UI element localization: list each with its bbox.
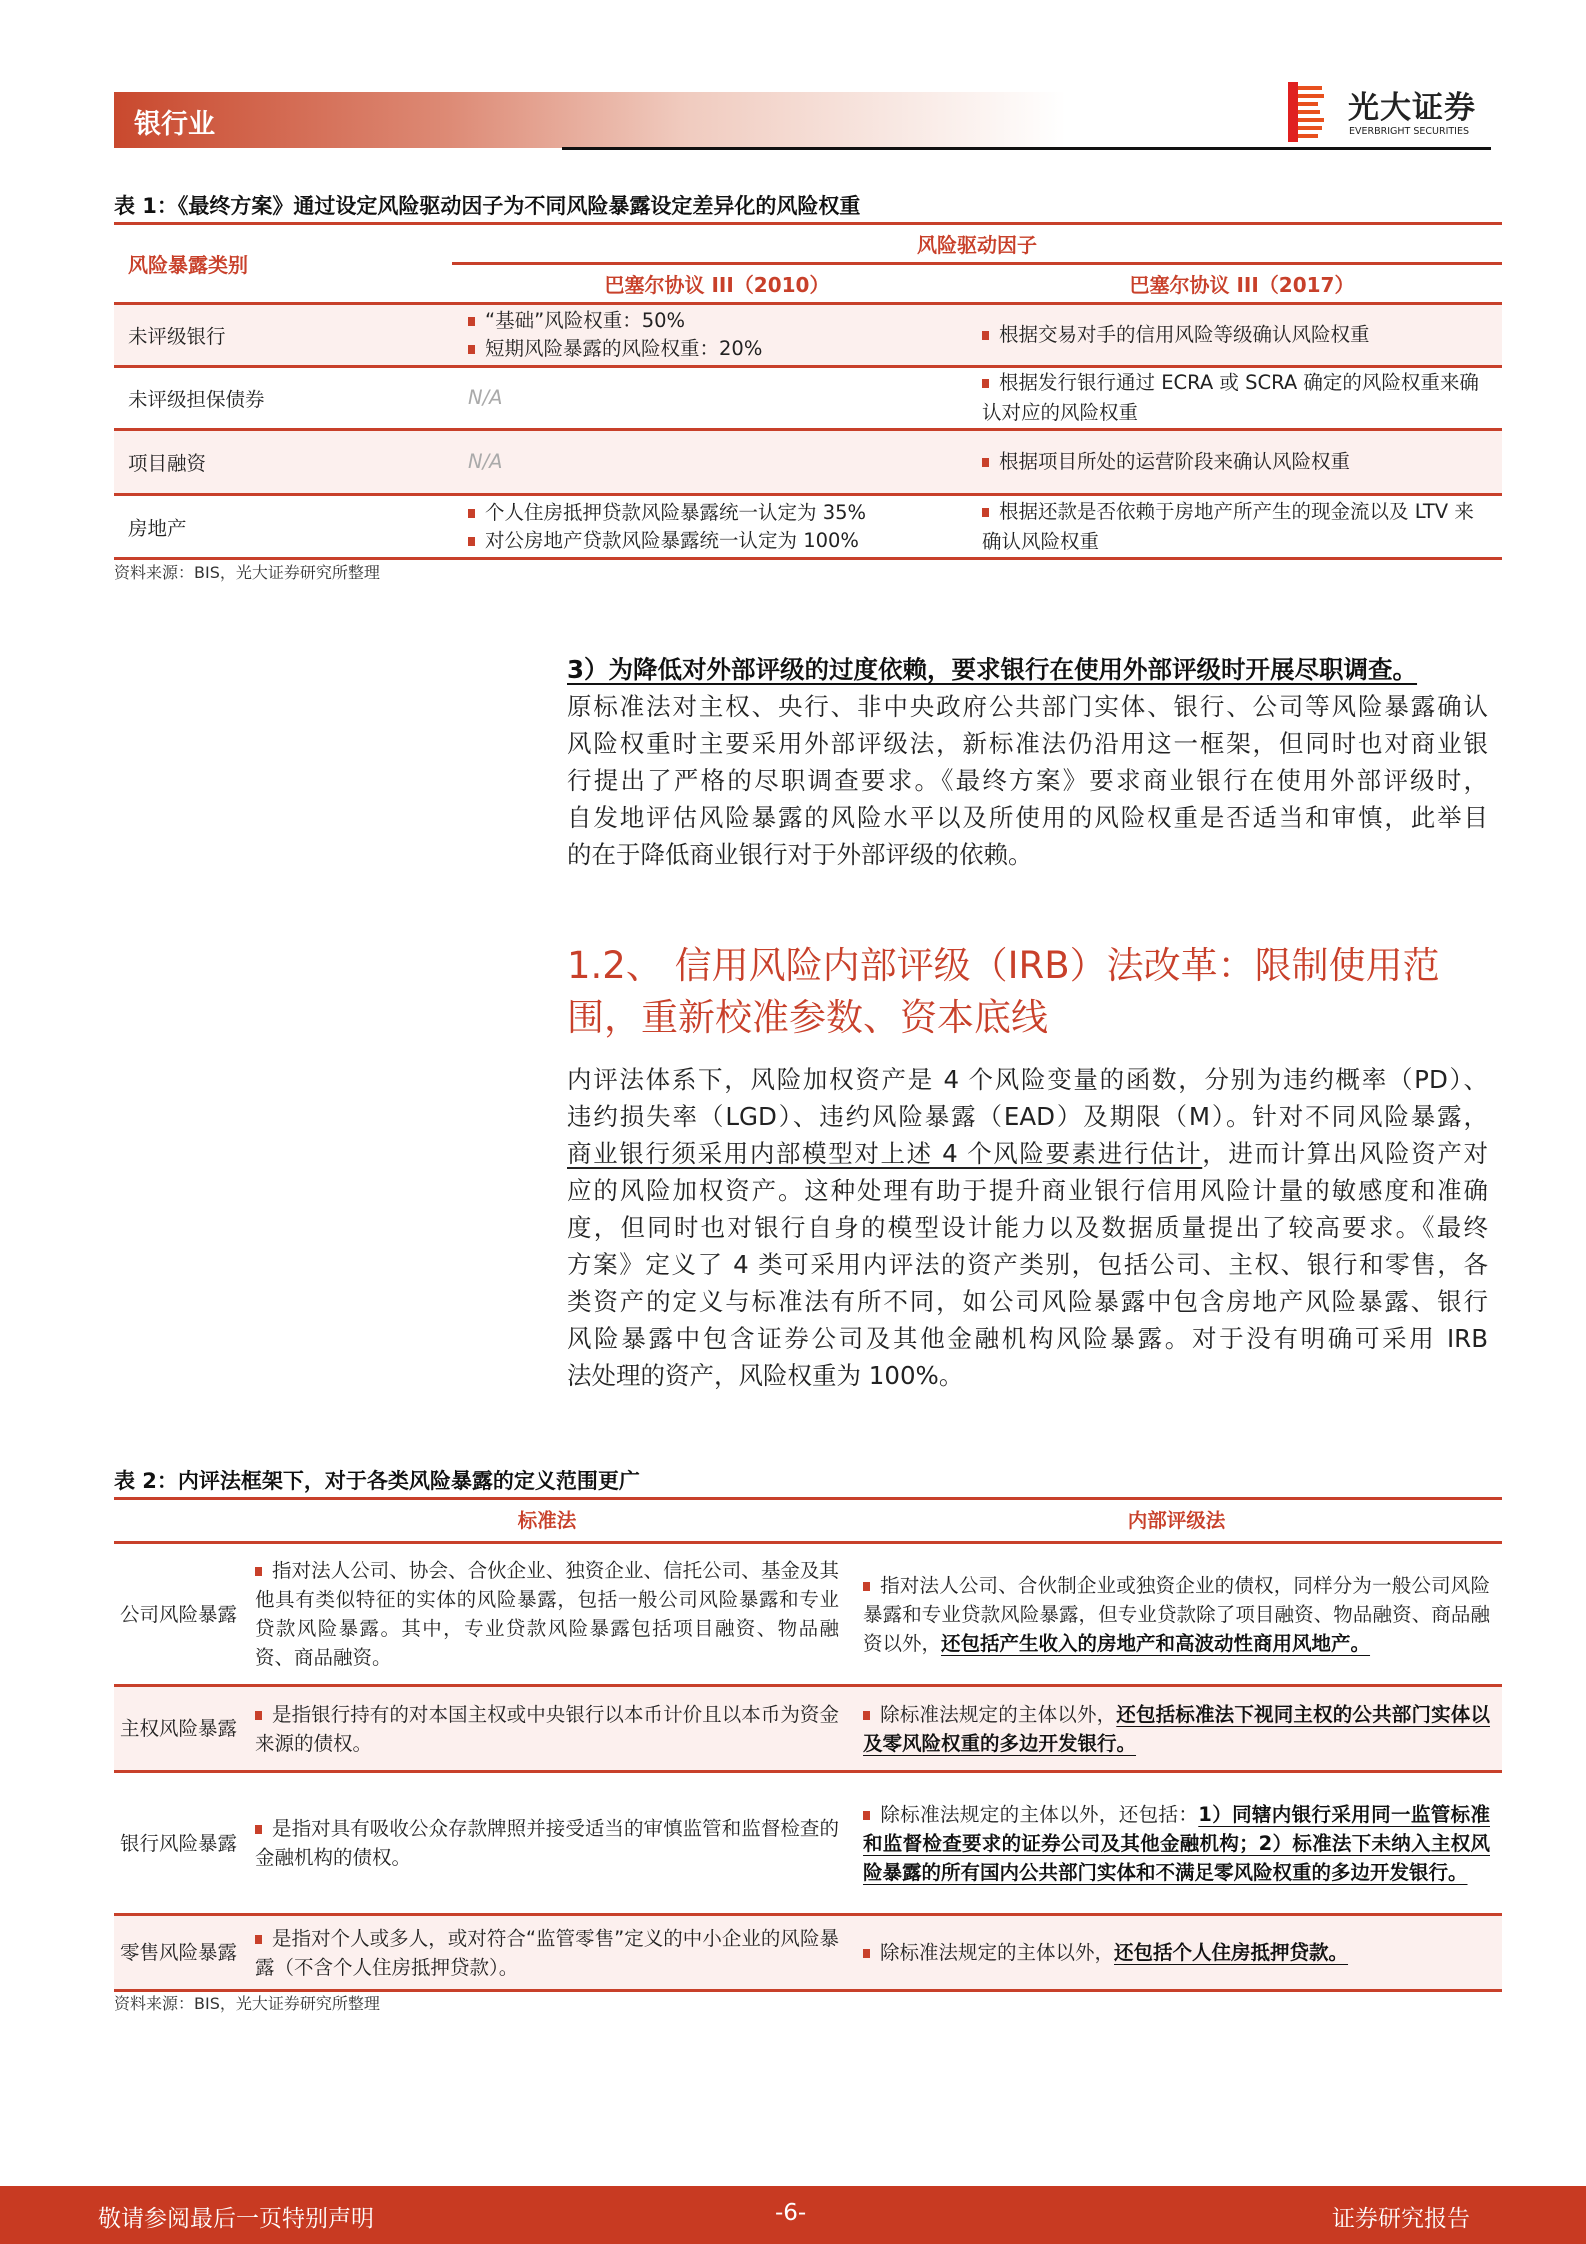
bullet-icon xyxy=(982,458,989,467)
table1-source: 资料来源：BIS，光大证券研究所整理 xyxy=(114,563,380,582)
row-category: 未评级银行 xyxy=(114,304,452,367)
na-value: N/A xyxy=(468,450,503,473)
cell-irb xyxy=(851,1543,1502,1686)
row-category: 公司风险暴露 xyxy=(114,1543,243,1686)
bullet-text: “基础”风险权重：50% xyxy=(485,309,686,332)
bullet-icon xyxy=(255,1825,262,1834)
footer-disclaimer: 敬请参阅最后一页特别声明 xyxy=(98,2206,374,2232)
text-line: 类资产的定义与标准法有所不同，如公司风险暴露中包含房地产风险暴露、银行 xyxy=(567,1287,1488,1316)
table-row xyxy=(114,304,1502,367)
row-category: 项目融资 xyxy=(114,430,452,495)
table2 xyxy=(114,1497,1502,1992)
col-header-category: 风险暴露类别 xyxy=(114,224,452,304)
text-line: 自发地评估风险暴露的风险水平以及所使用的风险权重是否适当和审慎，此举目 xyxy=(567,803,1488,832)
table-row xyxy=(114,367,1502,430)
logo xyxy=(1288,82,1488,142)
cell-text: 除标准法规定的主体以外，还包括： xyxy=(880,1802,1199,1826)
para3 xyxy=(567,651,1488,873)
cell-text: 除标准法规定的主体以外， xyxy=(880,1702,1117,1726)
bullet-icon xyxy=(863,1711,870,1720)
bullet-item xyxy=(982,447,1492,477)
row-category: 未评级担保债券 xyxy=(114,367,452,430)
bullet-icon xyxy=(863,1949,870,1958)
row-category: 零售风险暴露 xyxy=(114,1915,243,1991)
col-header-2017: 巴塞尔协议 III（2017） xyxy=(982,264,1502,304)
bullet-item xyxy=(468,499,982,527)
bullet-text: 个人住房抵押贷款风险暴露统一认定为 35% xyxy=(485,500,867,524)
bullet-icon xyxy=(982,379,989,388)
para3-heading: 3）为降低对外部评级的过度依赖，要求银行在使用外部评级时开展尽职调查。 xyxy=(567,655,1418,684)
underlined-text: 商业银行须采用内部模型对上述 4 个风险要素进行估计 xyxy=(567,1139,1203,1168)
table-row xyxy=(114,1915,1502,1991)
header-divider xyxy=(562,147,1491,150)
row-category: 银行风险暴露 xyxy=(114,1772,243,1915)
bullet-item xyxy=(982,497,1492,557)
bullet-item xyxy=(468,307,982,335)
cell-text: 指对法人公司、协会、合伙企业、独资企业、信托公司、基金及其他具有类似特征的实体的风险暴露，包括一般公司风险暴露和专业贷款风险暴露。其中，专业贷款风险暴露包括项目融资、物品融资、商品融资。 xyxy=(255,1559,839,1669)
cell-2017 xyxy=(982,495,1502,559)
cell-2010 xyxy=(452,430,982,495)
cell-text: 是指对个人或多人，或对符合“监管零售”定义的中小企业的风险暴露（不含个人住房抵押贷款）。 xyxy=(255,1926,839,1979)
text-segment: ，进而计算出风险资产对 xyxy=(1202,1139,1489,1168)
cell-irb xyxy=(851,1772,1502,1915)
bullet-item xyxy=(468,527,982,555)
cell-text: 是指银行持有的对本国主权或中央银行以本币计价且以本币为资金来源的债权。 xyxy=(255,1702,839,1755)
bullet-icon xyxy=(468,345,475,354)
text-line: 内评法体系下，风险加权资产是 4 个风险变量的函数，分别为违约概率（PD）、 xyxy=(567,1065,1488,1094)
cell-irb xyxy=(851,1686,1502,1772)
table-row xyxy=(114,1543,1502,1686)
bullet-text: 根据发行银行通过 ECRA 或 SCRA 确定的风险权重来确认对应的风险权重 xyxy=(982,371,1479,424)
bullet-icon xyxy=(982,508,989,517)
col-header-irb: 内部评级法 xyxy=(851,1499,1502,1543)
cell-2010 xyxy=(452,495,982,559)
text-line: 的在于降低商业银行对于外部评级的依赖。 xyxy=(567,840,1033,869)
section-banner xyxy=(114,92,1066,148)
bullet-icon xyxy=(255,1711,262,1720)
cell-2017 xyxy=(982,430,1502,495)
section12-paragraph xyxy=(567,1061,1488,1394)
section-heading-1-2: 1.2、 信用风险内部评级（IRB）法改革：限制使用范围，重新校准参数、资本底线 xyxy=(567,944,1440,1039)
bullet-icon xyxy=(982,331,989,340)
everbright-logo-icon xyxy=(1288,82,1328,142)
cell-irb xyxy=(851,1915,1502,1991)
table2-title: 表 2：内评法框架下，对于各类风险暴露的定义范围更广 xyxy=(114,1469,640,1493)
logo-name: 光大证券 xyxy=(1348,90,1476,126)
bullet-icon xyxy=(255,1567,262,1576)
bullet-icon xyxy=(863,1811,870,1820)
cell-text: 指对法人公司、合伙制企业或独资企业的债权，同样分为一般公司风险暴露和专业贷款风险暴露，但专业贷款除了项目融资、物品融资、商品融资以外， xyxy=(863,1573,1490,1655)
table-row xyxy=(114,1686,1502,1772)
text-line: 方案》定义了 4 类可采用内评法的资产类别，包括公司、主权、银行和零售，各 xyxy=(567,1250,1488,1279)
text-line: 风险权重时主要采用外部评级法，新标准法仍沿用这一框架，但同时也对商业银 xyxy=(567,729,1488,758)
logo-english: EVERBRIGHT SECURITIES xyxy=(1349,126,1470,137)
bullet-icon xyxy=(468,537,475,546)
bullet-item xyxy=(468,335,982,363)
bullet-icon xyxy=(863,1582,870,1591)
bullet-text: 根据交易对手的信用风险等级确认风险权重 xyxy=(999,323,1370,346)
cell-standard xyxy=(243,1772,851,1915)
cell-text: 除标准法规定的主体以外， xyxy=(880,1941,1115,1964)
table1-title: 表 1：《最终方案》通过设定风险驱动因子为不同风险暴露设定差异化的风险权重 xyxy=(114,194,861,218)
col-header-2010: 巴塞尔协议 III（2010） xyxy=(452,264,982,304)
cell-standard xyxy=(243,1543,851,1686)
table-row xyxy=(114,430,1502,495)
bullet-item xyxy=(982,368,1492,428)
cell-text: 是指对具有吸收公众存款牌照并接受适当的审慎监管和监督检查的金融机构的债权。 xyxy=(255,1817,839,1869)
emphasized-text: 还包括个人住房抵押贷款。 xyxy=(1114,1941,1349,1964)
bullet-icon xyxy=(468,509,475,518)
cell-2010 xyxy=(452,304,982,367)
bullet-text: 根据项目所处的运营阶段来确认风险权重 xyxy=(999,450,1351,473)
emphasized-text: 1）同辖内银行采用同一监管标准和监督检查要求的证券公司及其他金融机构；2）标准法下未纳入主权风险暴露的所有国内公共部门实体和不满足零风险权重的多边开发银行。 xyxy=(863,1802,1490,1884)
table-row xyxy=(114,1772,1502,1915)
bullet-item xyxy=(982,320,1492,350)
text-line: 原标准法对主权、央行、非中央政府公共部门实体、银行、公司等风险暴露确认 xyxy=(567,692,1488,721)
footer xyxy=(0,2186,1586,2244)
table2-source: 资料来源：BIS，光大证券研究所整理 xyxy=(114,1994,380,2013)
bullet-text: 短期风险暴露的风险权重：20% xyxy=(485,337,763,360)
bullet-icon xyxy=(255,1935,262,1944)
cell-standard xyxy=(243,1686,851,1772)
text-line: 应的风险加权资产。这种处理有助于提升商业银行信用风险计量的敏感度和准确 xyxy=(567,1176,1488,1205)
text-line: 度，但同时也对银行自身的模型设计能力以及数据质量提出了较高要求。《最终 xyxy=(567,1213,1488,1242)
col-header-standard: 标准法 xyxy=(243,1499,851,1543)
table-row xyxy=(114,495,1502,559)
cell-2017 xyxy=(982,304,1502,367)
bullet-text: 对公房地产贷款风险暴露统一认定为 100% xyxy=(485,528,859,552)
section-label: 银行业 xyxy=(134,109,215,140)
cell-2017 xyxy=(982,367,1502,430)
text-line: 风险暴露中包含证券公司及其他金融机构风险暴露。对于没有明确可采用 IRB xyxy=(567,1324,1488,1353)
col-header-group: 风险驱动因子 xyxy=(452,224,1502,264)
text-line: 法处理的资产，风险权重为 100%。 xyxy=(567,1361,964,1390)
text-line: 行提出了严格的尽职调查要求。《最终方案》要求商业银行在使用外部评级时， xyxy=(567,766,1488,795)
emphasized-text: 还包括产生收入的房地产和高波动性商用风地产。 xyxy=(941,1631,1371,1655)
cell-2010 xyxy=(452,367,982,430)
emphasized-text: 还包括标准法下视同主权的公共部门实体以及零风险权重的多边开发银行。 xyxy=(863,1702,1490,1755)
table1 xyxy=(114,222,1502,560)
footer-report-type: 证券研究报告 xyxy=(1332,2206,1470,2232)
page-number: -6- xyxy=(775,2200,807,2226)
row-category: 主权风险暴露 xyxy=(114,1686,243,1772)
text-line: 违约损失率（LGD）、违约风险暴露（EAD）及期限（M）。针对不同风险暴露， xyxy=(567,1102,1488,1131)
bullet-icon xyxy=(468,317,475,326)
text-line xyxy=(567,1135,1488,1172)
na-value: N/A xyxy=(468,386,503,409)
row-category: 房地产 xyxy=(114,495,452,559)
cell-standard xyxy=(243,1915,851,1991)
bullet-text: 根据还款是否依赖于房地产所产生的现金流以及 LTV 来确认风险权重 xyxy=(982,499,1474,553)
